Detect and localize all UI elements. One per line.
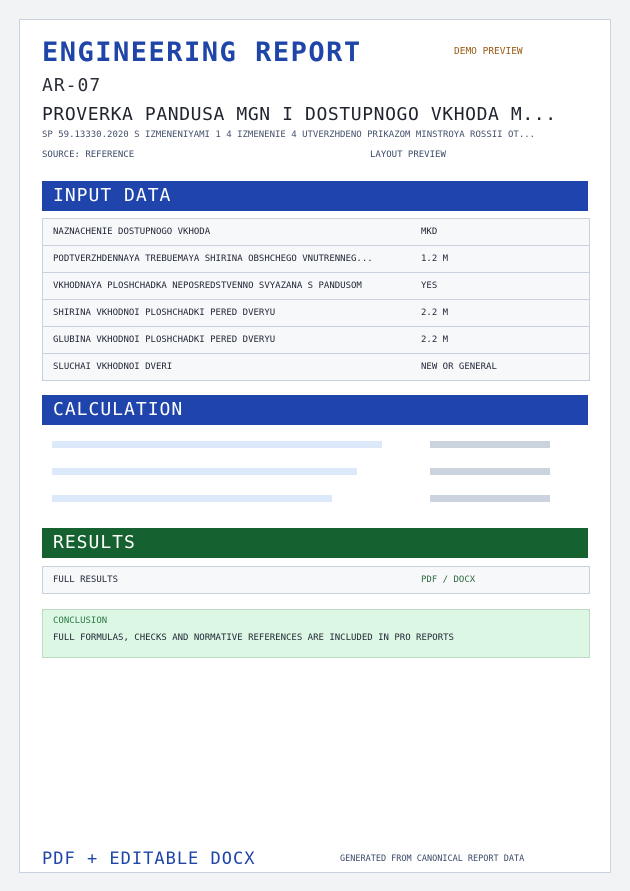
demo-preview-badge: DEMO PREVIEW xyxy=(454,46,523,57)
row-value: YES xyxy=(421,281,438,291)
report-page xyxy=(19,19,611,873)
calculation-placeholder xyxy=(42,438,588,508)
input-data-heading: INPUT DATA xyxy=(42,181,588,211)
row-value: NEW OR GENERAL xyxy=(421,362,497,372)
footer-generated-note: GENERATED FROM CANONICAL REPORT DATA xyxy=(340,854,525,864)
report-source: SOURCE: REFERENCE xyxy=(42,150,135,160)
conclusion-title: CONCLUSION xyxy=(53,616,108,626)
placeholder-bar xyxy=(430,441,550,448)
row-label: PODTVERZHDENNAYA TREBUEMAYA SHIRINA OBSHCHEGO VNUTRENNEG... xyxy=(53,254,373,264)
report-code: AR-07 xyxy=(42,75,102,96)
placeholder-bar xyxy=(52,495,332,502)
input-data-table xyxy=(42,218,590,381)
report-subject: PROVERKA PANDUSA MGN I DOSTUPNOGO VKHODA M... xyxy=(42,104,557,125)
report-norm-reference: SP 59.13330.2020 S IZMENENIYAMI 1 4 IZMENENIE 4 UTVERZHDENO PRIKAZOM MINSTROYA ROSSII OT... xyxy=(42,130,536,140)
results-row xyxy=(42,566,590,594)
conclusion-text: FULL FORMULAS, CHECKS AND NORMATIVE REFERENCES ARE INCLUDED IN PRO REPORTS xyxy=(53,633,454,643)
row-value: MKD xyxy=(421,227,438,237)
table-row xyxy=(43,273,589,300)
table-row xyxy=(43,327,589,354)
results-heading: RESULTS xyxy=(42,528,588,558)
table-row xyxy=(43,300,589,327)
table-row xyxy=(43,354,589,381)
footer-formats: PDF + EDITABLE DOCX xyxy=(42,849,256,869)
calculation-heading: CALCULATION xyxy=(42,395,588,425)
conclusion-box xyxy=(42,609,590,658)
row-value: 2.2 M xyxy=(421,335,449,345)
row-label: SHIRINA VKHODNOI PLOSHCHADKI PERED DVERYU xyxy=(53,308,276,318)
placeholder-bar xyxy=(430,495,550,502)
row-label: VKHODNAYA PLOSHCHADKA NEPOSREDSTVENNO SVYAZANA S PANDUSOM xyxy=(53,281,362,291)
row-label: SLUCHAI VKHODNOI DVERI xyxy=(53,362,173,372)
results-label: FULL RESULTS xyxy=(53,575,119,585)
row-label: GLUBINA VKHODNOI PLOSHCHADKI PERED DVERYU xyxy=(53,335,276,345)
placeholder-bar xyxy=(52,468,357,475)
row-value: 2.2 M xyxy=(421,308,449,318)
placeholder-bar xyxy=(430,468,550,475)
row-label: NAZNACHENIE DOSTUPNOGO VKHODA xyxy=(53,227,211,237)
placeholder-bar xyxy=(52,441,382,448)
report-title: ENGINEERING REPORT xyxy=(42,37,362,68)
row-value: 1.2 M xyxy=(421,254,449,264)
layout-preview-label: LAYOUT PREVIEW xyxy=(370,150,446,160)
table-row xyxy=(43,219,589,246)
table-row xyxy=(43,246,589,273)
results-formats: PDF / DOCX xyxy=(421,575,476,585)
